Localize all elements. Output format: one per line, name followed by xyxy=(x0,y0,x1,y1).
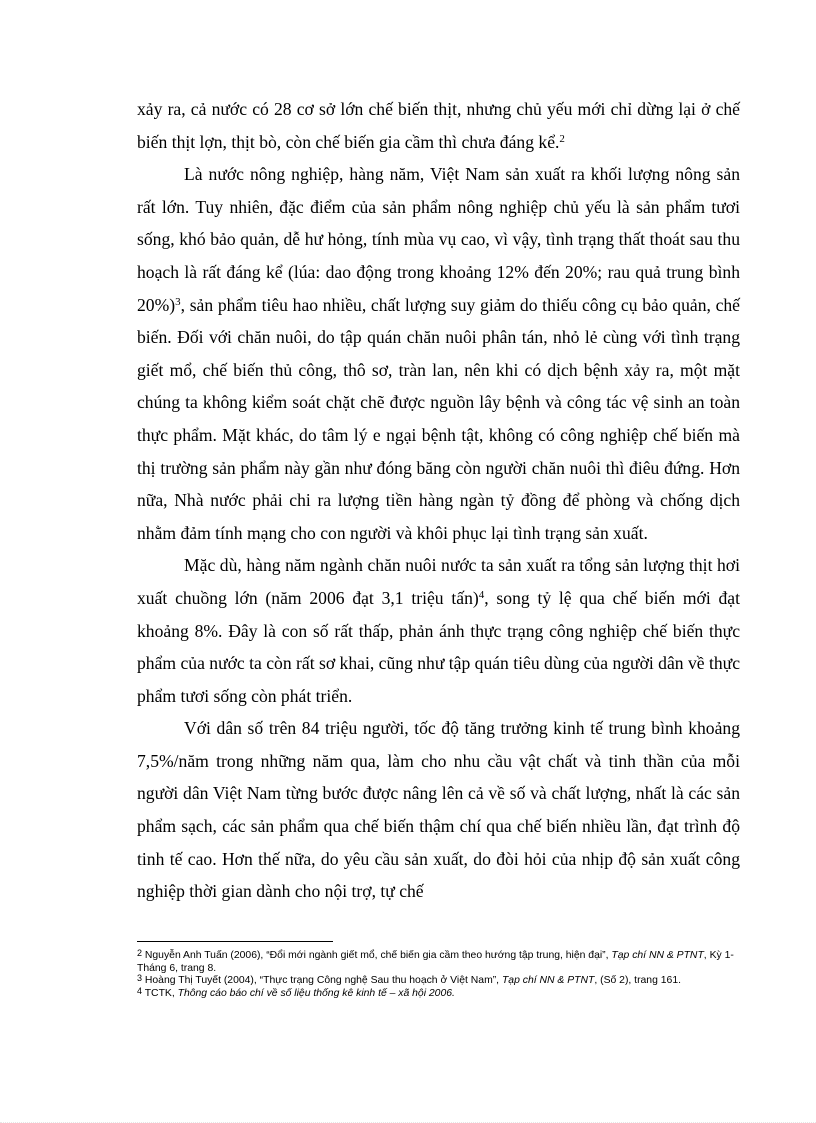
paragraph-4-text: Với dân số trên 84 triệu người, tốc độ tăng trưởng kinh tế trung bình khoảng 7,5%/năm trong những năm qua, làm cho nhu cầu vật chất và tinh thần của mỗi người dân Việt Nam từng bước được nâng lên cả về số và chất lượng, nhất là các sản phẩm sạch, các sản phẩm qua chế biến thậm chí qua chế biến nhiều lần, đạt trình độ tinh tế cao. Hơn thế nữa, do yêu cầu sản xuất, do đòi hỏi của nhịp độ sản xuất công nghiệp thời gian dành cho nội trợ, tự chế xyxy=(137,718,740,902)
footnote-text-end: , Kỳ 1-Tháng 6, trang 8. xyxy=(137,950,734,974)
footnote-3 xyxy=(137,975,740,988)
footnote-text: Hoàng Thị Tuyết (2004), “Thực trạng Công nghệ Sau thu hoạch ở Việt Nam”, xyxy=(142,975,502,987)
footnote-ref-3[interactable]: 3 xyxy=(175,295,181,308)
footnotes xyxy=(137,950,740,1000)
paragraph-3-text-b: , song tỷ lệ qua chế biến mới đạt khoảng 8%. Đây là con số rất thấp, phản ánh thực trạng công nghiệp chế biến thực phẩm của nước ta còn rất sơ khai, cũng như tập quán tiêu dùng của người dân về thực phẩm tươi sống còn phát triển. xyxy=(137,587,740,706)
footnote-separator xyxy=(137,941,333,942)
footnote-4 xyxy=(137,985,740,1001)
paragraph-2 xyxy=(137,158,740,549)
paragraph-1-text: xảy ra, cả nước có 28 cơ sở lớn chế biến thịt, nhưng chủ yếu mới chỉ dừng lại ở chế biến thịt lợn, thịt bò, còn chế biến gia cầm thì chưa đáng kể. xyxy=(137,99,740,152)
footnote-source: Tạp chí NN & PTNT xyxy=(611,950,704,961)
footnote-ref-2[interactable]: 2 xyxy=(559,132,565,145)
footnote-2 xyxy=(137,950,740,975)
footnote-number: 2 xyxy=(137,948,143,958)
paragraph-1 xyxy=(137,93,740,158)
paragraph-3-text-a: Mặc dù, hàng năm ngành chăn nuôi nước ta sản xuất ra tổng sản lượng thịt hơi xuất chuồng lớn (năm 2006 đạt 3,1 triệu tấn) xyxy=(137,555,740,608)
paragraph-4 xyxy=(137,712,740,908)
footnote-number: 3 xyxy=(137,973,143,984)
footnote-text: TCTK, xyxy=(142,987,178,999)
footnote-source: Tạp chí NN & PTNT xyxy=(501,975,595,987)
paragraph-2-text-a: Là nước nông nghiệp, hàng năm, Việt Nam sản xuất ra khối lượng nông sản rất lớn. Tuy nhiên, đặc điểm của sản phẩm nông nghiệp chủ yếu là sản phẩm tươi sống, khó bảo quản, dễ hư hỏng, tính mùa vụ cao, vì vậy, tình trạng thất thoát sau thu hoạch là rất đáng kể (lúa: dao động trong khoảng 12% đến 20%; rau quả trung bình 20%) xyxy=(137,164,740,315)
footnote-number: 4 xyxy=(137,985,143,996)
paragraph-3 xyxy=(137,549,740,712)
footnote-text: Nguyễn Anh Tuấn (2006), “Đổi mới ngành giết mổ, chế biến gia cầm theo hướng tập trung, hiện đại”, xyxy=(142,950,612,961)
footnote-text-end: , (Số 2), trang 161. xyxy=(594,975,681,987)
footnote-source: Thông cáo báo chí về số liệu thống kê kinh tế – xã hội 2006. xyxy=(177,987,455,999)
footnote-ref-4[interactable]: 4 xyxy=(478,588,485,601)
body-text xyxy=(137,93,740,908)
paragraph-2-text-b: , sản phẩm tiêu hao nhiều, chất lượng suy giảm do thiếu công cụ bảo quản, chế biến. Đối với chăn nuôi, do tập quán chăn nuôi phân tán, nhỏ lẻ cùng với tình trạng giết mổ, chế biến thủ công, thô sơ, tràn lan, nên khi có dịch bệnh xảy ra, một mặt chúng ta không kiểm soát chặt chẽ được nguồn lây bệnh và công tác vệ sinh an toàn thực phẩm. Mặt khác, do tâm lý e ngại bệnh tật, không có công nghiệp chế biến mà thị trường sản phẩm này gần như đóng băng còn người chăn nuôi thì điêu đứng. Hơn nữa, Nhà nước phải chi ra lượng tiền hàng ngàn tỷ đồng để phòng và chống dịch nhằm đảm tính mạng cho con người và khôi phục lại tình trạng sản xuất. xyxy=(137,294,740,543)
